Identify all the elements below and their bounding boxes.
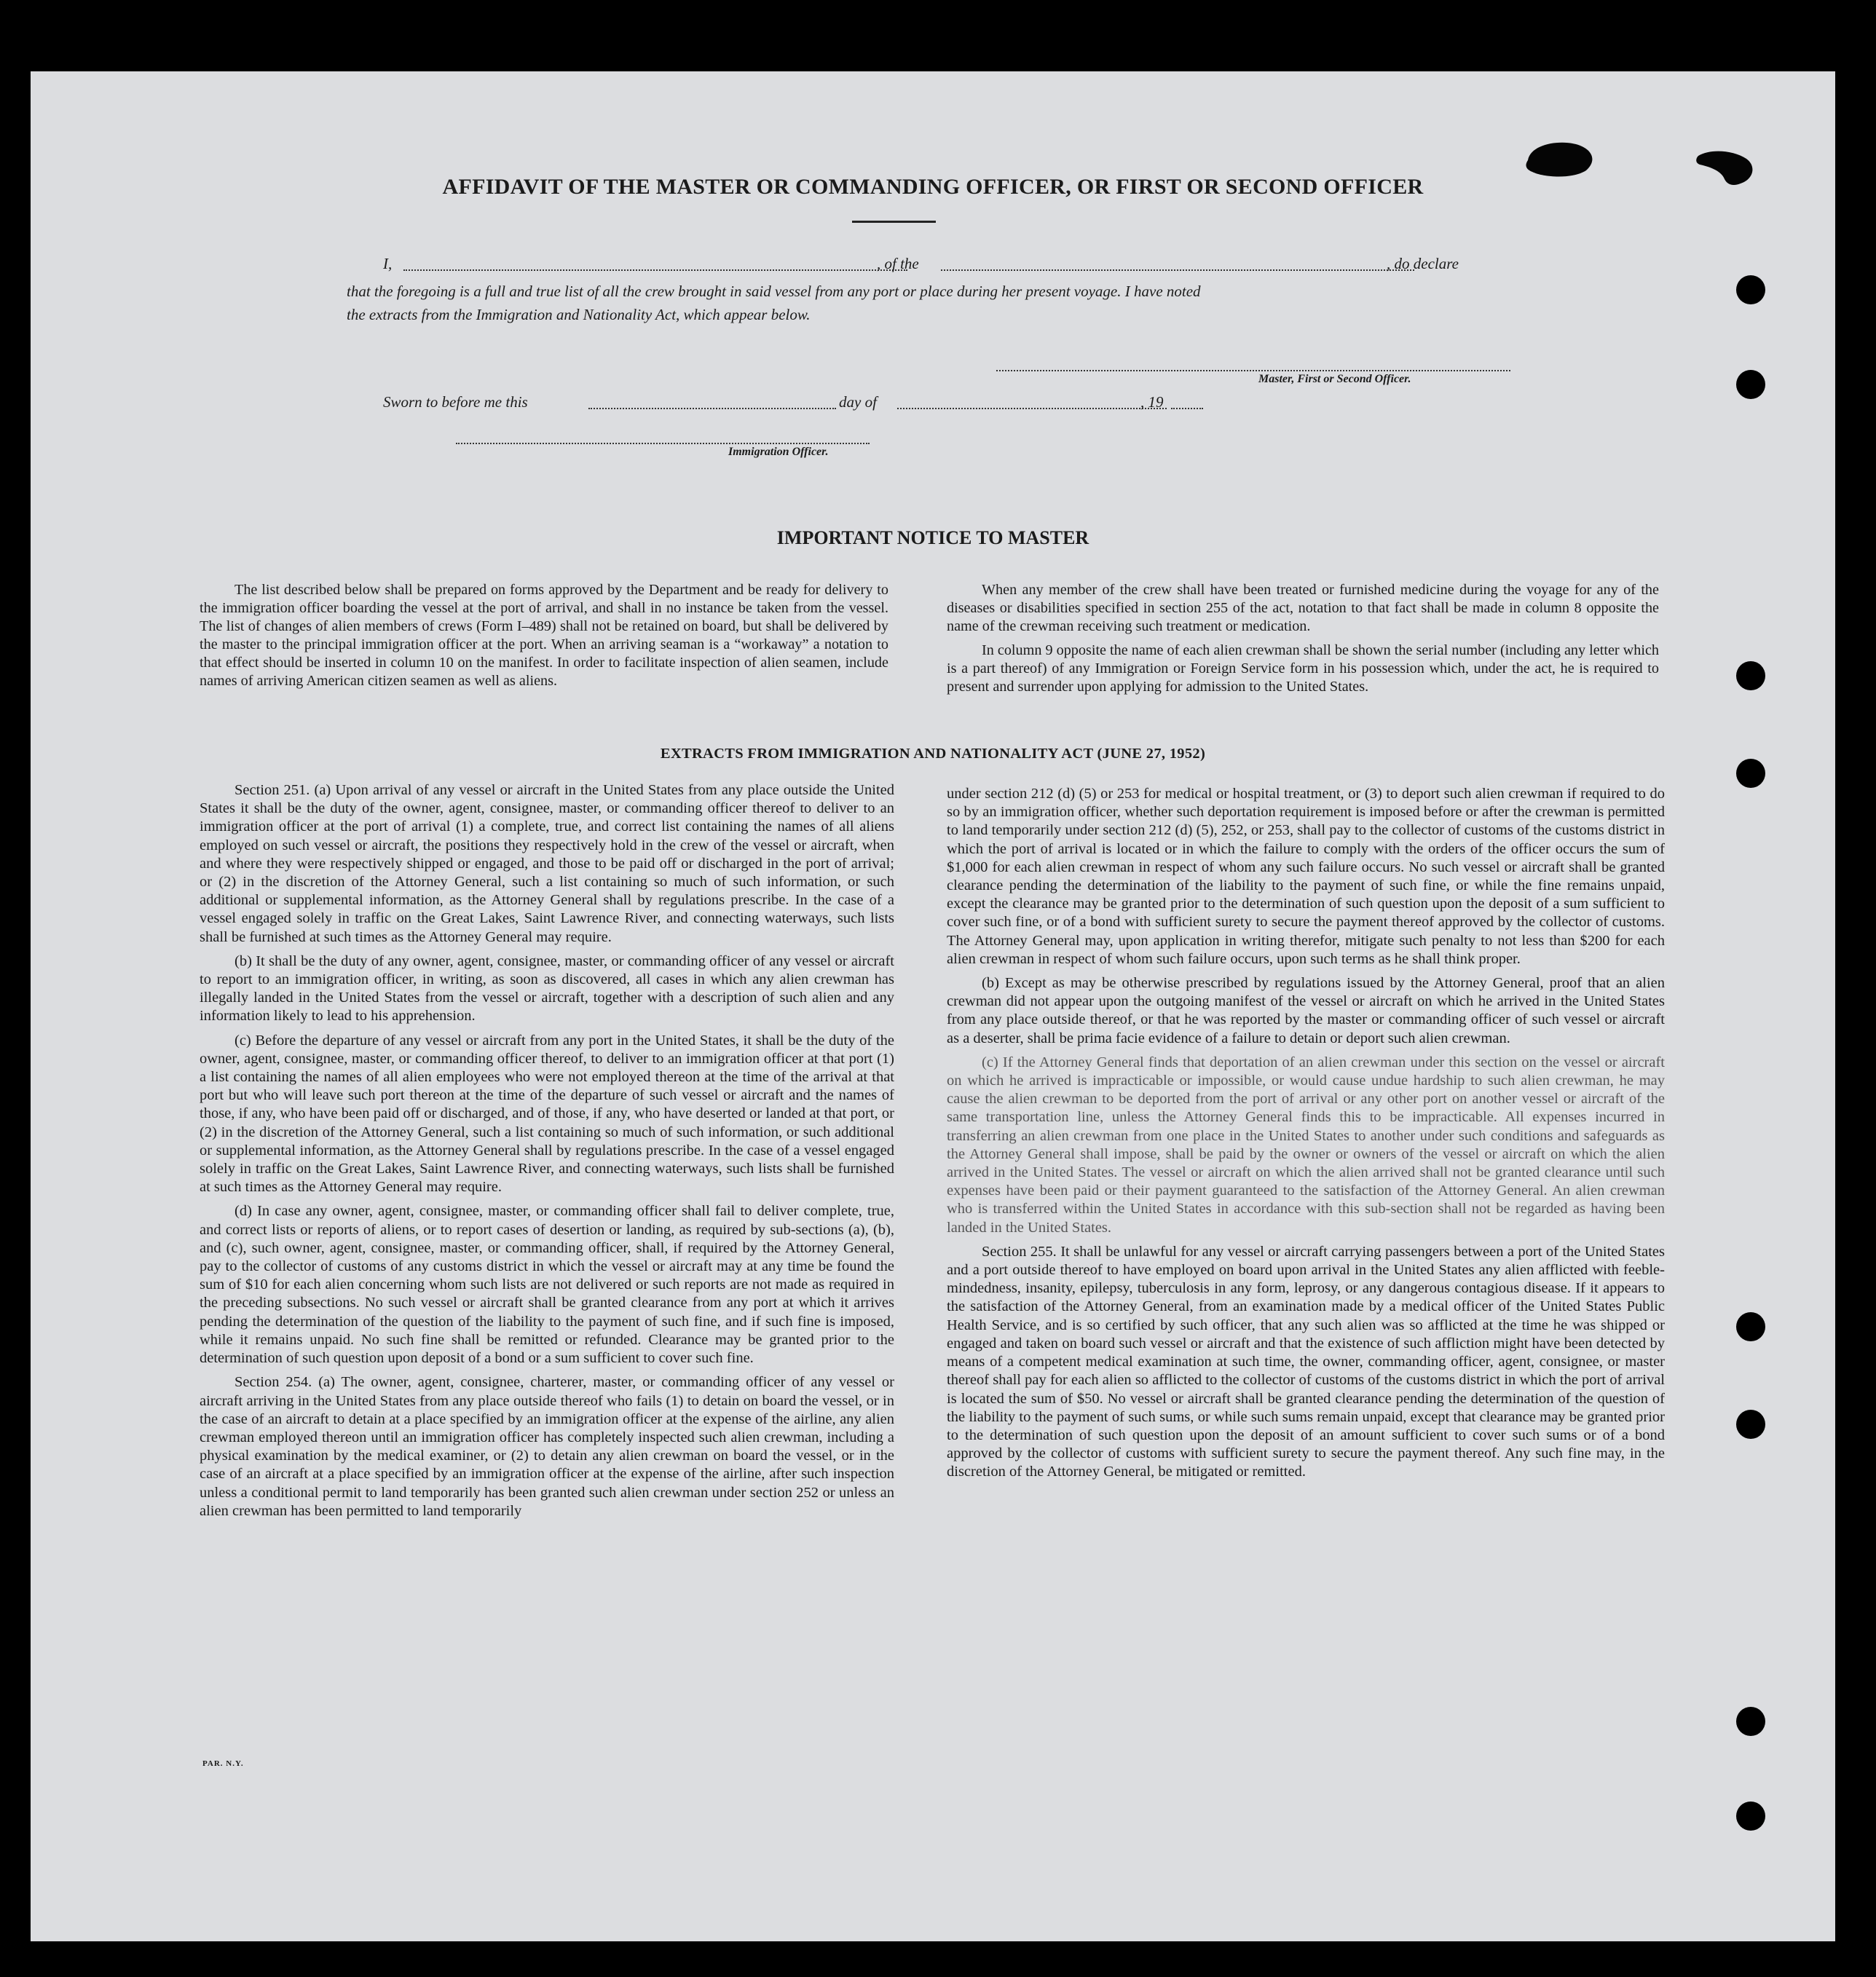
punch-hole xyxy=(1736,759,1765,788)
ink-blot-mark xyxy=(1522,138,1602,182)
printer-mark: PAR. N.Y. xyxy=(202,1759,244,1768)
notice-right-paragraph-1: When any member of the crew shall have been treated or furnished medicine during the voyage for any of the diseases or disabilities specified in section 255 of the act, notation to that fact shall be made in column 8 opposite the name of the crewman receiving such treatment or medication. xyxy=(947,582,1659,634)
section-251-b: (b) It shall be the duty of any owner, agent, consignee, master, or commanding officer of any vessel or aircraft to report to an immigration officer, in writing, as soon as discovered, all cases in which any alien crewman has illegally landed in the United States from the vessel or aircraft, together with a description of such alien and any information likely to lead to his apprehension. xyxy=(200,952,894,1025)
punch-hole xyxy=(1736,1802,1765,1831)
section-251-a: Section 251. (a) Upon arrival of any vessel or aircraft in the United States from any place outside the United States it shall be the duty of the owner, agent, consignee, master, or commanding officer thereof to deliver to an immigration officer at the port of arrival (1) a complete, true, and correct list containing the names of all aliens employed on such vessel or aircraft, the positions they respectively hold in the crew of the vessel or aircraft, when and where they were respectively shipped or engaged, and those to be paid off or discharged in the port of arrival; or (2) in the discretion of the Attorney General, such a list containing so much of such information, or such additional or supplemental information, as the Attorney General shall by regulations prescribe. In the case of a vessel engaged solely in traffic on the Great Lakes, Saint Lawrence River, and connecting waterways, such lists shall be furnished at such times as the Attorney General may require. xyxy=(200,782,894,945)
notice-left-paragraph: The list described below shall be prepared on forms approved by the Department and be ready for delivery to the immigration officer boarding the vessel at the port of arrival, and shall in no instance be taken from the vessel. The list of changes of alien members of crews (Form I–489) shall not be retained on board, but shall be delivered by the master to the principal immigration officer at the port. When an arriving seaman is a “workaway” a notation to that effect should be inserted in column 10 on the manifest. In order to facilitate inspection of alien seamen, include names of arriving American citizen seamen as well as aliens. xyxy=(200,582,888,689)
extracts-left-column xyxy=(200,781,894,1526)
punch-hole xyxy=(1736,370,1765,399)
extracts-title: EXTRACTS FROM IMMIGRATION AND NATIONALITY ACT (JUNE 27, 1952) xyxy=(660,746,1206,762)
sworn-text: Sworn to before me this xyxy=(383,393,528,411)
affidavit-i: I, xyxy=(383,255,393,272)
form-sheet xyxy=(31,71,1835,1941)
section-254-a-continued: under section 212 (d) (5) or 253 for medical or hospital treatment, or (3) to deport such alien crewman if required to do so by an immigration officer, whether such deportation requirement is imposed before or after the crewman is permitted to land temporarily under section 212 (d) (5), 252, or 253, shall pay to the collector of customs of the customs district in which the port of arrival is located or in which the failure to comply with the orders of the officer occurs the sum of $1,000 for each alien crewman in respect of whom any such failure occurs. No such vessel or aircraft shall be granted clearance pending the determination of the liability to the payment of such fine, or while the fine remains unpaid, except the clearance may be granted prior to the determination of such question upon the deposit of a sum sufficient to cover such fine, or of a bond with sufficient surety to secure the payment thereof approved by the collector of customs. The Attorney General may, upon application in writing therefor, mitigate such penalty to not less than $200 for each alien crewman in respect of whom such failure occurs, upon such terms as he shall think proper. xyxy=(947,786,1665,967)
affidavit-do-declare: , do declare xyxy=(1387,255,1459,272)
sworn-day-blank[interactable] xyxy=(588,408,836,409)
immigration-officer-label: Immigration Officer. xyxy=(728,446,829,458)
punch-hole xyxy=(1736,275,1765,304)
extracts-right-column xyxy=(947,785,1665,1488)
affidavit-body-line2: that the foregoing is a full and true list of all the crew brought in said vessel from any port or place during her present voyage. I have noted xyxy=(347,283,1201,300)
section-251-c: (c) Before the departure of any vessel or aircraft from any port in the United States, it shall be the duty of the owner, agent, consignee, master, or commanding officer thereof, to deliver to an immigration officer at that port (1) a list containing the names of all alien employees who were not employed thereon at the time of the arrival at that port but who will leave such port thereon at the time of the departure of such vessel or aircraft and the names of those, if any, who have been paid off or discharged, and of those, if any, who have deserted or landed at that port, or (2) in the discretion of the Attorney General, such a list containing so much of such information, or such additional or supplemental information, as the Attorney General shall by regulations prescribe. In the case of a vessel engaged solely in traffic on the Great Lakes, Saint Lawrence River, and connecting waterways, such lists shall be furnished at such times as the Attorney General may require. xyxy=(200,1032,894,1196)
affidavit-body-line3: the extracts from the Immigration and Nationality Act, which appear below. xyxy=(347,306,811,323)
vessel-blank[interactable] xyxy=(941,269,1414,271)
punch-hole xyxy=(1736,661,1765,690)
notice-left-column xyxy=(200,581,888,696)
punch-hole xyxy=(1736,1410,1765,1439)
punch-hole xyxy=(1736,1312,1765,1341)
punch-hole xyxy=(1736,1707,1765,1736)
ink-smudge-mark xyxy=(1695,146,1761,191)
section-255: Section 255. It shall be unlawful for any vessel or aircraft carrying passengers between a port of the United States and a port outside thereof to have employed on board upon arrival in the United States any alien afflicted with feeble-mindedness, insanity, epilepsy, tuberculosis in any form, leprosy, or any dangerous contagious disease. If it appears to the satisfaction of the Attorney General, from an examination made by a medical officer of the United States Public Health Service, and is so certified by such officer, that any such alien was so afflicted at the time he was shipped or engaged and taken on board such vessel or aircraft and that the existence of such affliction might have been detected by means of a competent medical examination at such time, the owner, commanding officer, agent, consignee, or master thereof shall pay for each alien so afflicted to the collector of customs of the customs district in which the port of arrival is located the sum of $50. No vessel or aircraft shall be granted clearance pending the determination of the question of the liability to the payment of such sums, or while such sums remain unpaid, except that clearance may be granted prior to the determination of such question upon the deposit of an amount sufficient to cover such sums or of a bond approved by the collector of customs with sufficient surety to secure the payment thereof. Any such fine may, in the discretion of the Attorney General, be mitigated or remitted. xyxy=(947,1243,1665,1480)
immigration-officer-signature-line[interactable] xyxy=(456,443,870,444)
notice-right-column xyxy=(947,581,1659,702)
notice-right-paragraph-2: In column 9 opposite the name of each alien crewman shall be shown the serial number (including any letter which is a part thereof) of any Immigration or Foreign Service form in his possession which, under the act, he is required to present and surrender upon applying for admission to the United States. xyxy=(947,642,1660,695)
master-signature-line[interactable] xyxy=(996,370,1510,371)
day-of-text: day of xyxy=(839,393,877,411)
name-blank[interactable] xyxy=(403,269,907,271)
section-254-c: (c) If the Attorney General finds that deportation of an alien crewman under this section on the vessel or aircraft on which he arrived is impracticable or impossible, or would cause undue hardship to such alien crewman, he may cause the alien crewman to be deported from the port of arrival or any other port on another vessel or aircraft of the same transportation line, unless the Attorney General finds this to be impracticable. All expenses incurred in transferring an alien crewman from one place in the United States to another under such conditions and safeguards as the Attorney General shall impose, shall be paid by the owner or owners of the vessel or aircraft on which the alien arrived in the United States. The vessel or aircraft on which the alien arrived shall not be granted clearance until such expenses have been paid or their payment guaranteed to the satisfaction of the Attorney General. An alien crewman who is transferred within the United States in accordance with this sub-section shall not be regarded as having been landed in the United States. xyxy=(947,1054,1665,1236)
affidavit-title: AFFIDAVIT OF THE MASTER OR COMMANDING OFFICER, OR FIRST OR SECOND OFFICER xyxy=(442,175,1424,199)
section-254-b: (b) Except as may be otherwise prescribed by regulations issued by the Attorney General, proof that an alien crewman did not appear upon the outgoing manifest of the vessel or aircraft on which he arrived in the United States from any place outside thereof, or that he was reported by the master or commanding officer of such vessel or aircraft as a deserter, shall be prima facie evidence of a failure to detain or deport such alien crewman. xyxy=(947,975,1665,1046)
affidavit-of-the: , of the xyxy=(877,255,919,272)
sworn-month-blank[interactable] xyxy=(897,408,1167,409)
title-divider xyxy=(852,221,936,223)
section-251-d: (d) In case any owner, agent, consignee, master, or commanding officer shall fail to deliver complete, true, and correct lists or reports of aliens, or to report cases of desertion or landing, as required by sub-sections (a), (b), and (c), such owner, agent, consignee, master, or commanding officer, shall, if required by the Attorney General, pay to the collector of customs of any customs district in which the vessel or aircraft may at any time be found the sum of $10 for each alien concerning whom such lists are not delivered or such reports are not made as required in the preceding subsections. No such vessel or aircraft shall be granted clearance from any port at which it arrives pending the determination of the question of the liability to the payment of such fine, and if such fine is imposed, while it remains unpaid. No such fine shall be remitted or refunded. Clearance may be granted prior to the determination of such question upon deposit of a bond or a sum sufficient to cover such fine. xyxy=(200,1203,894,1367)
year-prefix: , 19 xyxy=(1140,393,1164,411)
section-254-a: Section 254. (a) The owner, agent, consignee, charterer, master, or commanding officer of any vessel or aircraft arriving in the United States from any place outside thereof who fails (1) to detain on board the vessel, or in the case of an aircraft to detain at a place specified by an immigration officer at the expense of the airline, any alien crewman employed thereon until an immigration officer has completely inspected such alien crewman, including a physical examination by the medical examiner, or (2) to detain any alien crewman on board the vessel, or in the case of an aircraft at a place specified by an immigration officer at the expense of the airline, after such inspection unless a conditional permit to land temporarily has been granted such alien crewman under section 252 or unless an alien crewman has been permitted to land temporarily xyxy=(200,1374,894,1519)
notice-title: IMPORTANT NOTICE TO MASTER xyxy=(776,527,1089,548)
master-signature-label: Master, First or Second Officer. xyxy=(1258,373,1411,385)
sworn-year-blank[interactable] xyxy=(1171,408,1203,409)
